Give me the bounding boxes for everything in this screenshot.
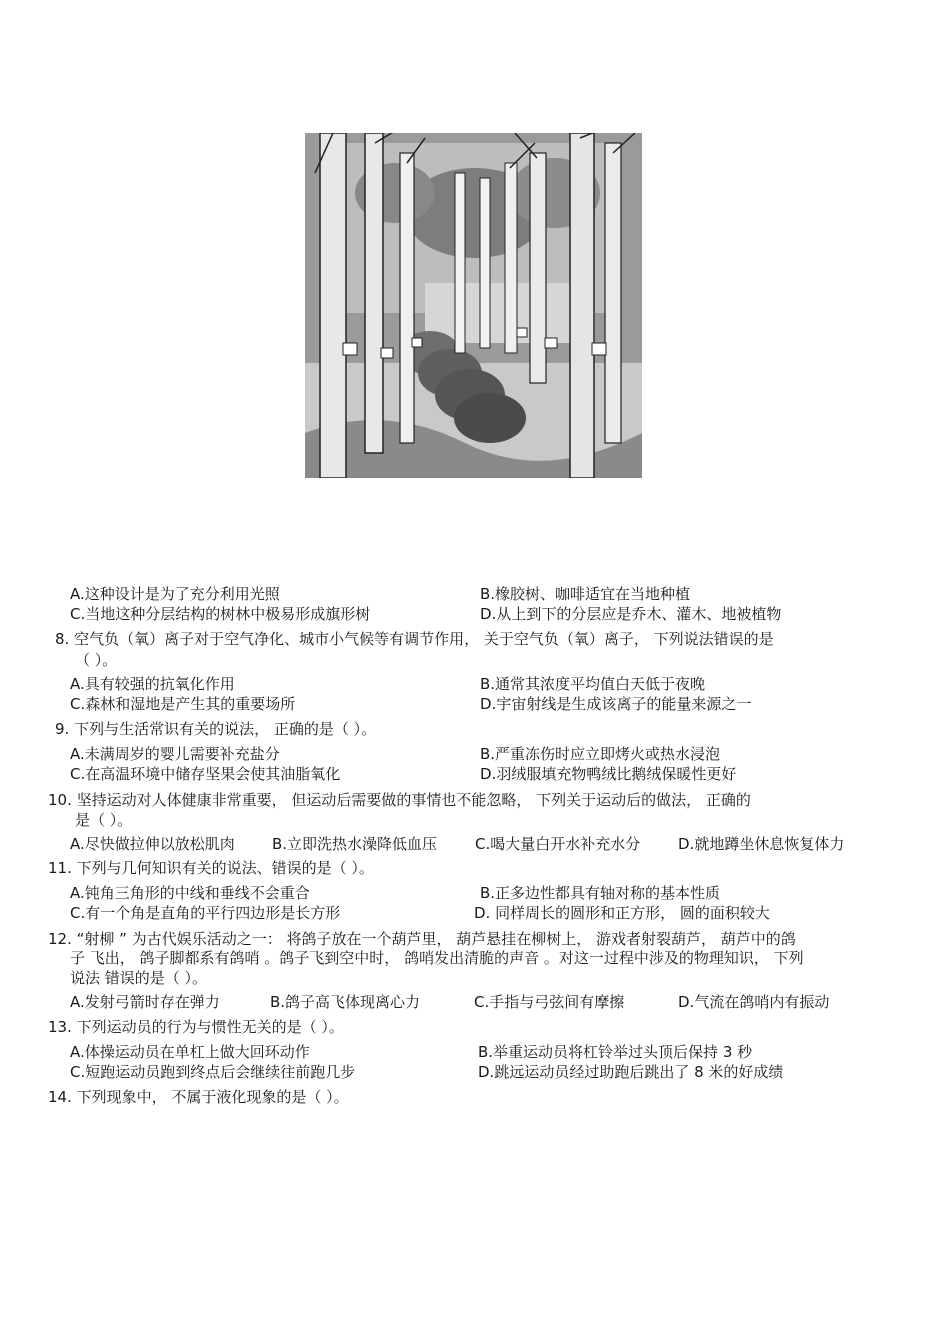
q10-option-d: D.就地蹲坐休息恢复体力 bbox=[678, 835, 845, 853]
q7-option-d: D.从上到下的分层应是乔木、灌木、地被植物 bbox=[480, 605, 782, 623]
q7-option-a: A.这种设计是为了充分利用光照 bbox=[70, 585, 280, 603]
rubber-tree-forest-illustration bbox=[305, 133, 642, 478]
q11-option-a: A.钝角三角形的中线和垂线不会重合 bbox=[70, 884, 310, 902]
q8-option-c: C.森林和湿地是产生其的重要场所 bbox=[70, 695, 296, 713]
q12-stem-line2: 子 飞出， 鸽子脚都系有鸽哨 。鸽子飞到空中时， 鸽哨发出清脆的声音 。对这一过程中涉及的物理知识， 下列 bbox=[70, 949, 804, 967]
q9-option-d: D.羽绒服填充物鸭绒比鹅绒保暖性更好 bbox=[480, 765, 737, 783]
q9-option-a: A.未满周岁的婴儿需要补充盐分 bbox=[70, 745, 280, 763]
q13-option-b: B.举重运动员将杠铃举过头顶后保持 3 秒 bbox=[478, 1043, 753, 1061]
q10-stem-continued: 是（ ）。 bbox=[75, 811, 133, 829]
q13-stem: 13. 下列运动员的行为与惯性无关的是（ ）。 bbox=[48, 1018, 344, 1036]
q10-option-a: A.尽快做拉伸以放松肌肉 bbox=[70, 835, 235, 853]
q12-stem-line3: 说法 错误的是（ ）。 bbox=[70, 969, 208, 987]
q14-stem: 14. 下列现象中， 不属于液化现象的是（ ）。 bbox=[48, 1088, 349, 1106]
q7-option-b: B.橡胶树、咖啡适宜在当地种植 bbox=[480, 585, 691, 603]
q10-option-b: B.立即洗热水澡降低血压 bbox=[272, 835, 438, 853]
q11-option-c: C.有一个角是直角的平行四边形是长方形 bbox=[70, 904, 341, 922]
q12-option-d: D.气流在鸽哨内有振动 bbox=[678, 993, 830, 1011]
q10-option-c: C.喝大量白开水补充水分 bbox=[475, 835, 641, 853]
q7-option-c: C.当地这种分层结构的树林中极易形成旗形树 bbox=[70, 605, 371, 623]
q8-stem: 8. 空气负（氧）离子对于空气净化、城市小气候等有调节作用， 关于空气负（氧）离子， 下列说法错误的是 bbox=[55, 630, 774, 648]
q11-option-d: D. 同样周长的圆形和正方形， 圆的面积较大 bbox=[474, 904, 770, 922]
q8-option-a: A.具有较强的抗氧化作用 bbox=[70, 675, 235, 693]
q13-option-d: D.跳远运动员经过助跑后跳出了 8 米的好成绩 bbox=[478, 1063, 784, 1081]
q10-stem: 10. 坚持运动对人体健康非常重要， 但运动后需要做的事情也不能忽略， 下列关于运动后的做法， 正确的 bbox=[48, 791, 751, 809]
q9-option-b: B.严重冻伤时应立即烤火或热水浸泡 bbox=[480, 745, 721, 763]
q8-option-d: D.宇宙射线是生成该离子的能量来源之一 bbox=[480, 695, 752, 713]
q8-option-b: B.通常其浓度平均值白天低于夜晚 bbox=[480, 675, 706, 693]
q8-stem-continued: （ ）。 bbox=[75, 651, 118, 669]
q12-option-c: C.手指与弓弦间有摩擦 bbox=[474, 993, 625, 1011]
q11-option-b: B.正多边性都具有轴对称的基本性质 bbox=[480, 884, 721, 902]
q12-stem: 12. “射柳 ” 为古代娱乐活动之一： 将鸽子放在一个葫芦里， 葫芦悬挂在柳树上， 游戏者射裂葫芦， 葫芦中的鸽 bbox=[48, 930, 796, 948]
q12-option-b: B.鸽子高飞体现离心力 bbox=[270, 993, 421, 1011]
q12-option-a: A.发射弓箭时存在弹力 bbox=[70, 993, 220, 1011]
q11-stem: 11. 下列与几何知识有关的说法、错误的是（ ）。 bbox=[48, 859, 374, 877]
q9-stem: 9. 下列与生活常识有关的说法， 正确的是（ ）。 bbox=[55, 720, 377, 738]
q9-option-c: C.在高温环境中储存坚果会使其油脂氧化 bbox=[70, 765, 341, 783]
q13-option-c: C.短跑运动员跑到终点后会继续往前跑几步 bbox=[70, 1063, 356, 1081]
q13-option-a: A.体操运动员在单杠上做大回环动作 bbox=[70, 1043, 310, 1061]
forest-illustration-icon bbox=[305, 133, 642, 478]
